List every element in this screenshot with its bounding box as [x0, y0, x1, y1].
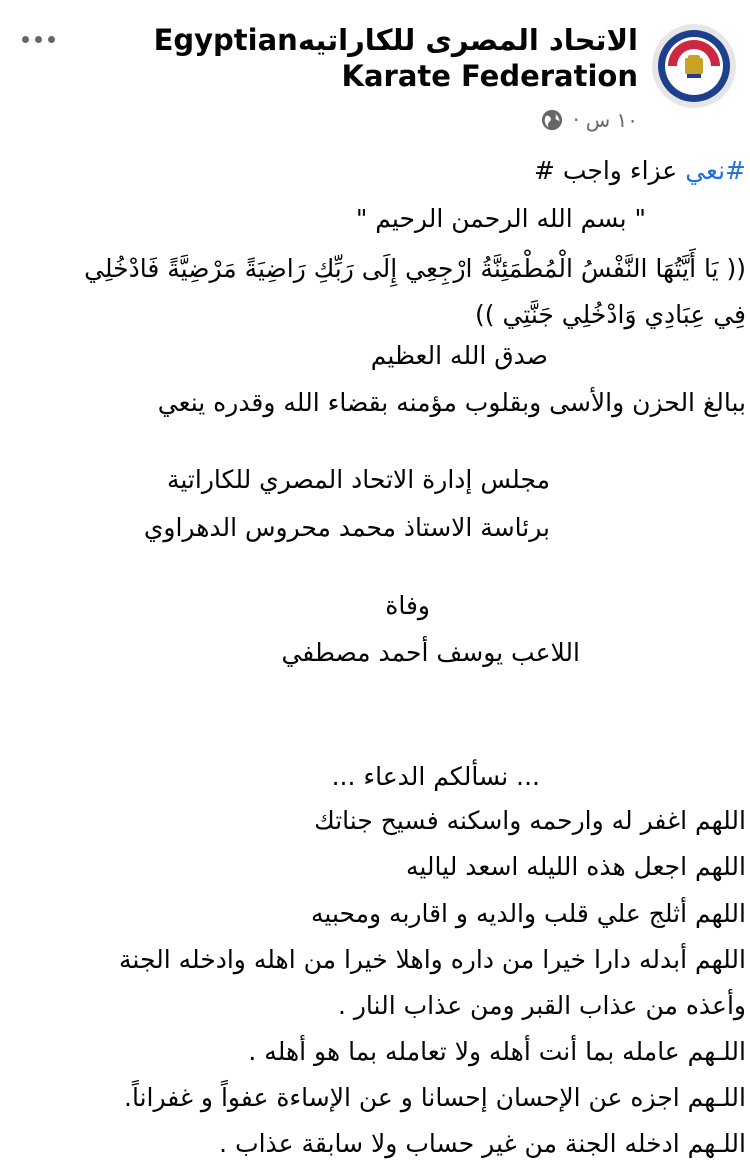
post-line: اللهم أبدله دارا خيرا من داره واهلا خيرا من اهله وادخله الجنة: [119, 945, 746, 974]
post-line: اللهم أثلج علي قلب والديه و اقاربه ومحبيه: [311, 899, 746, 928]
post-timestamp[interactable]: ١٠ س ·: [573, 108, 638, 132]
post-meta: [541, 108, 638, 132]
post-line: ... نسألكم الدعاء ...: [331, 762, 540, 791]
post-line: وأعذه من عذاب القبر ومن عذاب النار .: [337, 991, 746, 1020]
post-line: فِي عِبَادِي وَادْخُلِي جَنَّتِي )): [475, 300, 746, 329]
post-line: اللـهم ادخله الجنة من غير حساب ولا سابقة عذاب .: [219, 1129, 746, 1158]
globe-icon[interactable]: [541, 109, 563, 131]
post-line: برئاسة الاستاذ محمد محروس الدهراوي: [143, 513, 550, 542]
post-text: [0, 150, 750, 1160]
post-line: (( يَا أَيَّتُهَا النَّفْسُ الْمُطْمَئِنَّةُ ارْجِعِي إِلَى رَبِّكِ رَاضِيَةً مَرْضِيَّةً فَادْخُلِي: [84, 254, 746, 283]
post-line: اللهم اغفر له وارحمه واسكنه فسيح جناتك: [314, 806, 746, 835]
post-line: اللـهم اجزه عن الإحسان إحسانا و عن الإساءة عفواً و غفراناً.: [124, 1083, 746, 1112]
post-line: مجلس إدارة الاتحاد المصري للكاراتية: [166, 465, 550, 494]
post-line: اللهم اجعل هذه الليله اسعد لياليه: [405, 852, 746, 881]
page-name-link[interactable]: الاتحاد المصرى للكاراتيهEgyptian Karate Federation: [153, 23, 638, 93]
post-line: صدق الله العظيم: [370, 341, 548, 370]
more-options-button[interactable]: [14, 24, 62, 54]
page-avatar[interactable]: [652, 24, 736, 108]
post-line: " بسم الله الرحمن الرحيم ": [355, 204, 646, 233]
post-line: اللـهم عامله بما أنت أهله ولا تعامله بما هو أهله .: [248, 1037, 746, 1066]
post-line: اللاعب يوسف أحمد مصطفي: [281, 638, 580, 667]
post-line: #نعي عزاء واجب #: [533, 156, 746, 185]
more-dots-icon: [22, 36, 29, 43]
post-line: ببالغ الحزن والأسى وبقلوب مؤمنه بقضاء الله وقدره ينعي: [157, 388, 746, 417]
federation-logo: [652, 24, 736, 108]
post-header: [0, 0, 750, 145]
post-line: وفاة: [385, 591, 430, 620]
hashtag-link[interactable]: #نعي: [685, 156, 746, 185]
